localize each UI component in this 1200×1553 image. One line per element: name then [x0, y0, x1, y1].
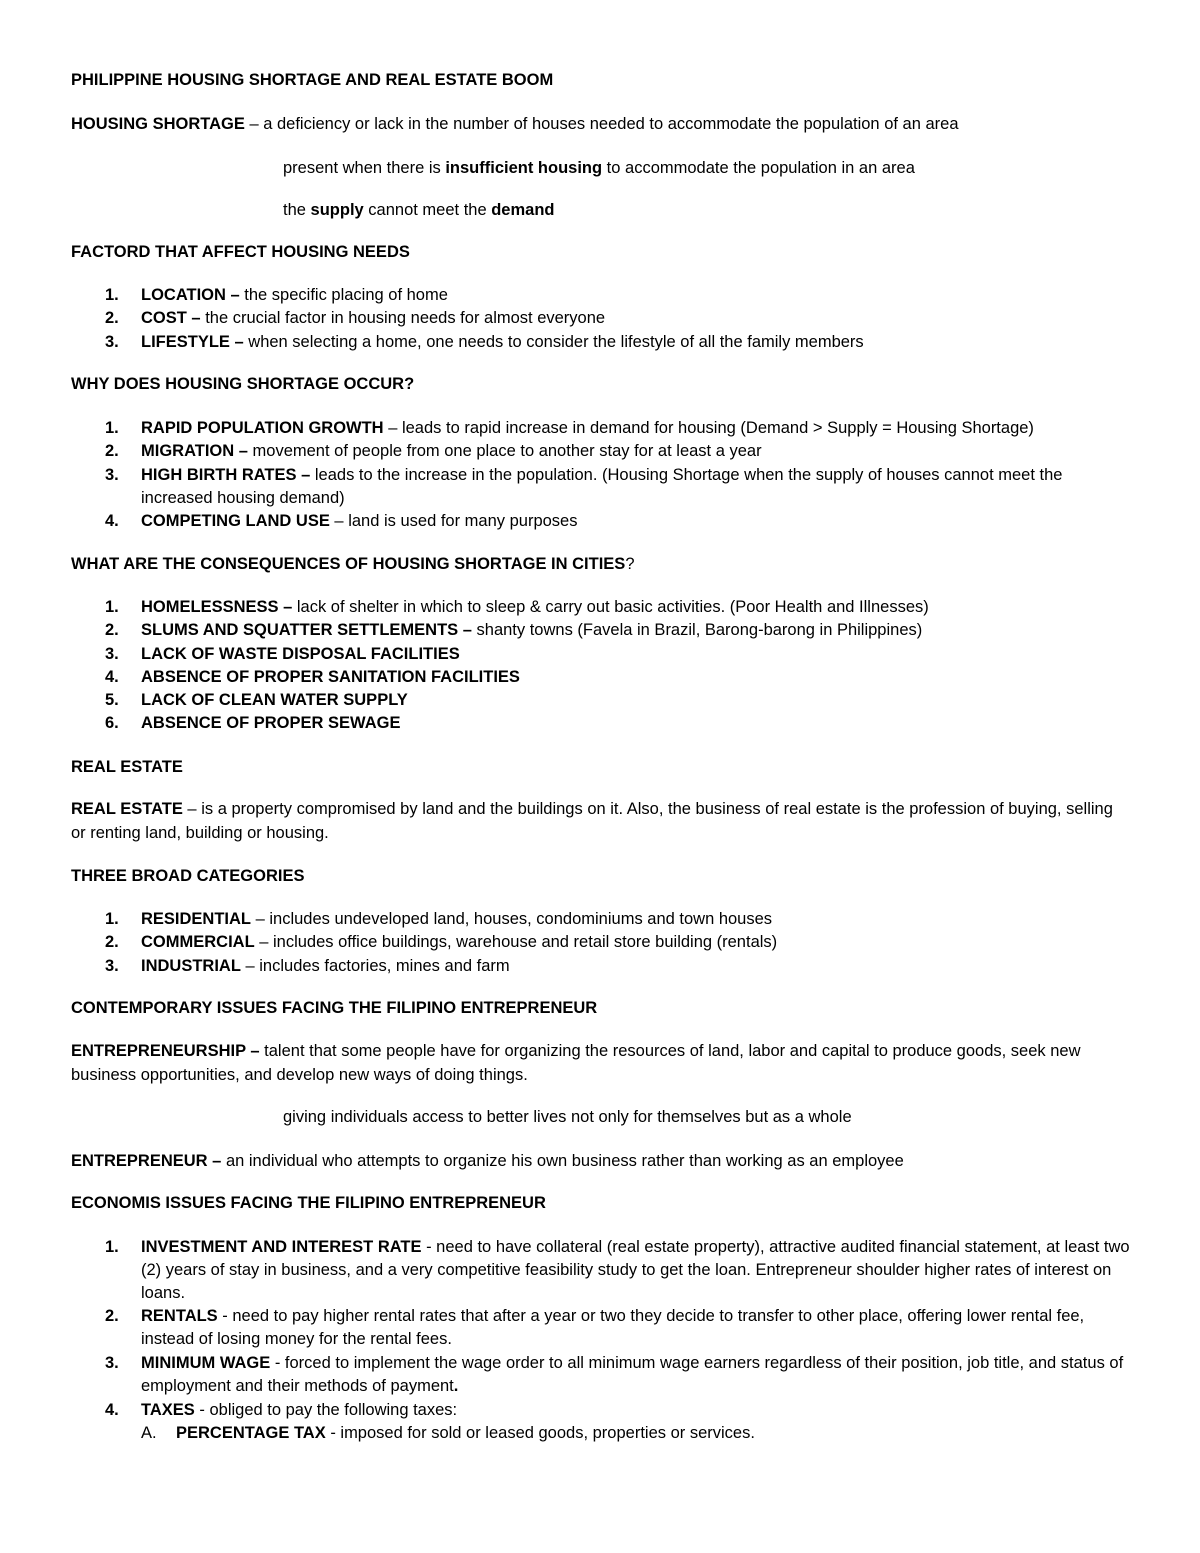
list-number: 3.: [105, 957, 119, 975]
term: PERCENTAGE TAX: [176, 1424, 326, 1442]
heading-text: WHAT ARE THE CONSEQUENCES OF HOUSING SHORTAGE IN CITIES: [71, 555, 626, 573]
term: HIGH BIRTH RATES –: [141, 466, 311, 484]
list-number: 3.: [105, 645, 119, 663]
list-number: 4.: [105, 668, 119, 686]
text: present when there is: [283, 159, 446, 177]
entrepreneurship-definition: [71, 1040, 1131, 1087]
housing-shortage-line-3: [283, 199, 554, 221]
text: .: [453, 1377, 459, 1395]
term: LACK OF WASTE DISPOSAL FACILITIES: [141, 645, 460, 663]
term: ENTREPRENEURSHIP –: [71, 1042, 260, 1060]
text: - need to have collateral (real estate property), attractive audited financial statement, at least two (2) years of stay in business, and a very competitive feasibility study to get the loan. Entrepreneur shoulder higher rates of interest on loans.: [141, 1238, 1130, 1302]
housing-shortage-line-2: [283, 157, 915, 179]
housing-shortage-definition: [71, 113, 959, 135]
list-number: 3.: [105, 466, 119, 484]
term: MINIMUM WAGE: [141, 1354, 271, 1372]
section-heading: CONTEMPORARY ISSUES FACING THE FILIPINO ENTREPRENEUR: [71, 999, 598, 1017]
term: COST –: [141, 309, 201, 327]
term: MIGRATION –: [141, 442, 248, 460]
text: shanty towns (Favela in Brazil, Barong-barong in Philippines): [471, 621, 923, 639]
text: – land is used for many purposes: [329, 512, 578, 530]
text: – includes factories, mines and farm: [240, 957, 510, 975]
section-heading: WHY DOES HOUSING SHORTAGE OCCUR?: [71, 375, 415, 393]
list-number: 4.: [105, 512, 119, 530]
term: SLUMS AND SQUATTER SETTLEMENTS –: [141, 621, 472, 639]
section-heading: ECONOMIS ISSUES FACING THE FILIPINO ENTREPRENEUR: [71, 1194, 546, 1212]
list-number: 2.: [105, 621, 119, 639]
term: INVESTMENT AND INTEREST RATE: [141, 1238, 422, 1256]
list-number: 2.: [105, 442, 119, 460]
text: leads to the increase in the population. (Housing Shortage when the supply of houses cannot meet the increased housing demand): [141, 466, 1063, 507]
text: to accommodate the population in an area: [602, 159, 915, 177]
list-number: 1.: [105, 1238, 119, 1256]
definition: – is a property compromised by land and the buildings on it. Also, the business of real estate is the profession of buying, selling or renting land, building or housing.: [71, 800, 1113, 842]
entrepreneurship-line-2: giving individuals access to better lives not only for themselves but as a whole: [283, 1108, 852, 1126]
text: – leads to rapid increase in demand for housing (Demand > Supply = Housing Shortage): [383, 419, 1034, 437]
text: the: [283, 201, 311, 219]
term: COMPETING LAND USE: [141, 512, 330, 530]
section-heading: REAL ESTATE: [71, 758, 183, 776]
term: HOUSING SHORTAGE: [71, 115, 245, 133]
list-number: 1.: [105, 910, 119, 928]
list-number: 2.: [105, 309, 119, 327]
text: – includes office buildings, warehouse and retail store building (rentals): [254, 933, 778, 951]
list-letter: A.: [141, 1424, 157, 1442]
section-heading: THREE BROAD CATEGORIES: [71, 867, 305, 885]
text: - imposed for sold or leased goods, properties or services.: [325, 1424, 755, 1442]
definition: – a deficiency or lack in the number of houses needed to accommodate the population of an area: [244, 115, 959, 133]
text: - need to pay higher rental rates that after a year or two they decide to transfer to other place, offering lower rental fee, instead of losing money for the rental fees.: [141, 1307, 1085, 1348]
entrepreneur-definition: [71, 1150, 904, 1172]
text: movement of people from one place to another stay for at least a year: [247, 442, 762, 460]
real-estate-definition: [71, 798, 1131, 845]
list-number: 1.: [105, 419, 119, 437]
section-heading: [71, 553, 635, 575]
list-number: 3.: [105, 333, 119, 351]
text: - forced to implement the wage order to all minimum wage earners regardless of their position, job title, and status of employment and their methods of payment: [141, 1354, 1124, 1395]
term: ABSENCE OF PROPER SEWAGE: [141, 714, 401, 732]
term: ENTREPRENEUR –: [71, 1152, 222, 1170]
emphasis: demand: [491, 201, 555, 219]
definition: an individual who attempts to organize his own business rather than working as an employee: [221, 1152, 904, 1170]
list-number: 3.: [105, 1354, 119, 1372]
section-heading: FACTORD THAT AFFECT HOUSING NEEDS: [71, 243, 410, 261]
document-title: PHILIPPINE HOUSING SHORTAGE AND REAL ESTATE BOOM: [71, 71, 554, 89]
text: - obliged to pay the following taxes:: [194, 1401, 458, 1419]
list-number: 1.: [105, 598, 119, 616]
term: ABSENCE OF PROPER SANITATION FACILITIES: [141, 668, 520, 686]
term: REAL ESTATE: [71, 800, 183, 818]
term: HOMELESSNESS –: [141, 598, 293, 616]
text: the crucial factor in housing needs for almost everyone: [200, 309, 606, 327]
term: LIFESTYLE –: [141, 333, 244, 351]
text: cannot meet the: [363, 201, 492, 219]
term: INDUSTRIAL: [141, 957, 241, 975]
list-number: 6.: [105, 714, 119, 732]
text: the specific placing of home: [239, 286, 448, 304]
heading-mark: ?: [625, 555, 635, 573]
text: lack of shelter in which to sleep & carry out basic activities. (Poor Health and Illnesses): [292, 598, 929, 616]
text: when selecting a home, one needs to consider the lifestyle of all the family members: [243, 333, 864, 351]
term: RAPID POPULATION GROWTH: [141, 419, 384, 437]
list-number: 5.: [105, 691, 119, 709]
term: RESIDENTIAL: [141, 910, 252, 928]
term: RENTALS: [141, 1307, 218, 1325]
term: TAXES: [141, 1401, 195, 1419]
list-number: 1.: [105, 286, 119, 304]
text: – includes undeveloped land, houses, condominiums and town houses: [251, 910, 773, 928]
term: LACK OF CLEAN WATER SUPPLY: [141, 691, 408, 709]
term: COMMERCIAL: [141, 933, 255, 951]
list-number: 2.: [105, 1307, 119, 1325]
list-number: 2.: [105, 933, 119, 951]
emphasis: insufficient housing: [445, 159, 603, 177]
list-number: 4.: [105, 1401, 119, 1419]
term: LOCATION –: [141, 286, 240, 304]
definition: talent that some people have for organizing the resources of land, labor and capital to produce goods, seek new business opportunities, and develop new ways of doing things.: [71, 1042, 1081, 1084]
emphasis: supply: [310, 201, 364, 219]
